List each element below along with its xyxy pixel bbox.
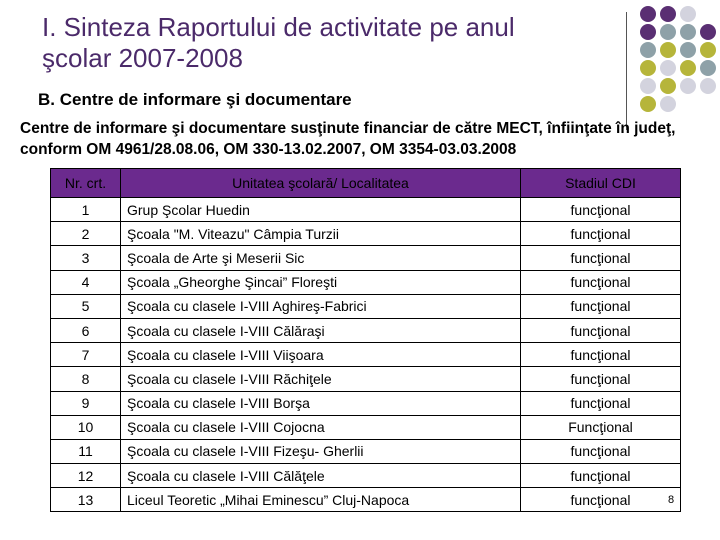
cell-nr: 6 [51, 318, 121, 342]
table-row [51, 270, 681, 294]
decorative-dot [680, 6, 696, 22]
cell-unitate: Şcoala cu clasele I-VIII Cojocna [121, 415, 521, 439]
decorative-dot [660, 60, 676, 76]
cdi-table [50, 168, 681, 512]
cell-nr: 12 [51, 464, 121, 488]
cell-stadiu: funcţional [521, 464, 681, 488]
page-number: 8 [668, 494, 675, 506]
header-nr-crt: Nr. crt. [51, 169, 121, 198]
cell-stadiu: funcţional [521, 198, 681, 222]
table-row [51, 246, 681, 270]
table-row [51, 415, 681, 439]
cell-stadiu: funcţional [521, 367, 681, 391]
cell-unitate: Şcoala „Gheorghe Şincai” Floreşti [121, 270, 521, 294]
table-row [51, 222, 681, 246]
decorative-dot [700, 60, 716, 76]
decorative-dot [640, 24, 656, 40]
cell-stadiu: funcţional [521, 488, 681, 512]
table-row [51, 318, 681, 342]
table-row [51, 439, 681, 463]
cell-nr: 5 [51, 294, 121, 318]
decorative-dot [680, 78, 696, 94]
cell-unitate: Şcoala cu clasele I-VIII Viişoara [121, 343, 521, 367]
decorative-dot-grid [0, 0, 720, 130]
cell-nr: 7 [51, 343, 121, 367]
cell-unitate: Şcoala cu clasele I-VIII Fizeşu- Gherlii [121, 439, 521, 463]
table-row [51, 198, 681, 222]
header-unitate: Unitatea şcolară/ Localitatea [121, 169, 521, 198]
decorative-dot [660, 6, 676, 22]
cell-stadiu: funcţional [521, 343, 681, 367]
header-stadiu: Stadiul CDI [521, 169, 681, 198]
decorative-dot [700, 42, 716, 58]
cell-stadiu: Funcţional [521, 415, 681, 439]
table-row [51, 488, 681, 512]
table-row [51, 391, 681, 415]
cell-nr: 3 [51, 246, 121, 270]
cell-unitate: Şcoala "M. Viteazu" Câmpia Turzii [121, 222, 521, 246]
cell-unitate: Şcoala de Arte şi Meserii Sic [121, 246, 521, 270]
cell-stadiu: funcţional [521, 246, 681, 270]
table-row [51, 464, 681, 488]
decorative-dot [660, 24, 676, 40]
cell-nr: 11 [51, 439, 121, 463]
decorative-dot [640, 6, 656, 22]
cell-unitate: Şcoala cu clasele I-VIII Călăţele [121, 464, 521, 488]
decorative-dot [700, 78, 716, 94]
cell-nr: 10 [51, 415, 121, 439]
intro-paragraph: Centre de informare şi documentare susţinute financiar de către MECT, înfiinţate în judeţ, conform OM 4961/28.08.06, OM 330-13.02.2007, OM 3354-03.03.2008 [20, 120, 676, 158]
cell-unitate: Şcoala cu clasele I-VIII Călăraşi [121, 318, 521, 342]
cell-nr: 1 [51, 198, 121, 222]
table-row [51, 343, 681, 367]
cell-nr: 2 [51, 222, 121, 246]
table-header-row [51, 169, 681, 198]
title-line-2: şcolar 2007-2008 [42, 43, 243, 73]
cell-stadiu: funcţional [521, 294, 681, 318]
decorative-dot [680, 42, 696, 58]
cell-stadiu: funcţional [521, 222, 681, 246]
section-subtitle: B. Centre de informare şi documentare [38, 90, 352, 109]
decorative-dot [660, 78, 676, 94]
decorative-dot [640, 78, 656, 94]
title-line-1: I. Sinteza Raportului de activitate pe anul [42, 12, 515, 42]
decorative-dot [680, 60, 696, 76]
cell-unitate: Şcoala cu clasele I-VIII Răchiţele [121, 367, 521, 391]
cell-nr: 9 [51, 391, 121, 415]
decorative-dot [660, 42, 676, 58]
decorative-dot [700, 24, 716, 40]
decorative-dot [680, 24, 696, 40]
cell-stadiu: funcţional [521, 391, 681, 415]
cell-stadiu: funcţional [521, 318, 681, 342]
decorative-dot [640, 42, 656, 58]
cell-nr: 13 [51, 488, 121, 512]
cell-stadiu: funcţional [521, 439, 681, 463]
cell-unitate: Şcoala cu clasele I-VIII Aghireş-Fabrici [121, 294, 521, 318]
cell-nr: 4 [51, 270, 121, 294]
table-row [51, 294, 681, 318]
decorative-dot [640, 60, 656, 76]
cell-nr: 8 [51, 367, 121, 391]
cell-unitate: Şcoala cu clasele I-VIII Borşa [121, 391, 521, 415]
decorative-dot [640, 96, 656, 112]
cell-unitate: Grup Şcolar Huedin [121, 198, 521, 222]
decorative-dot [660, 96, 676, 112]
cell-unitate: Liceul Teoretic „Mihai Eminescu” Cluj-Napoca [121, 488, 521, 512]
cell-stadiu: funcţional [521, 270, 681, 294]
table-row [51, 367, 681, 391]
